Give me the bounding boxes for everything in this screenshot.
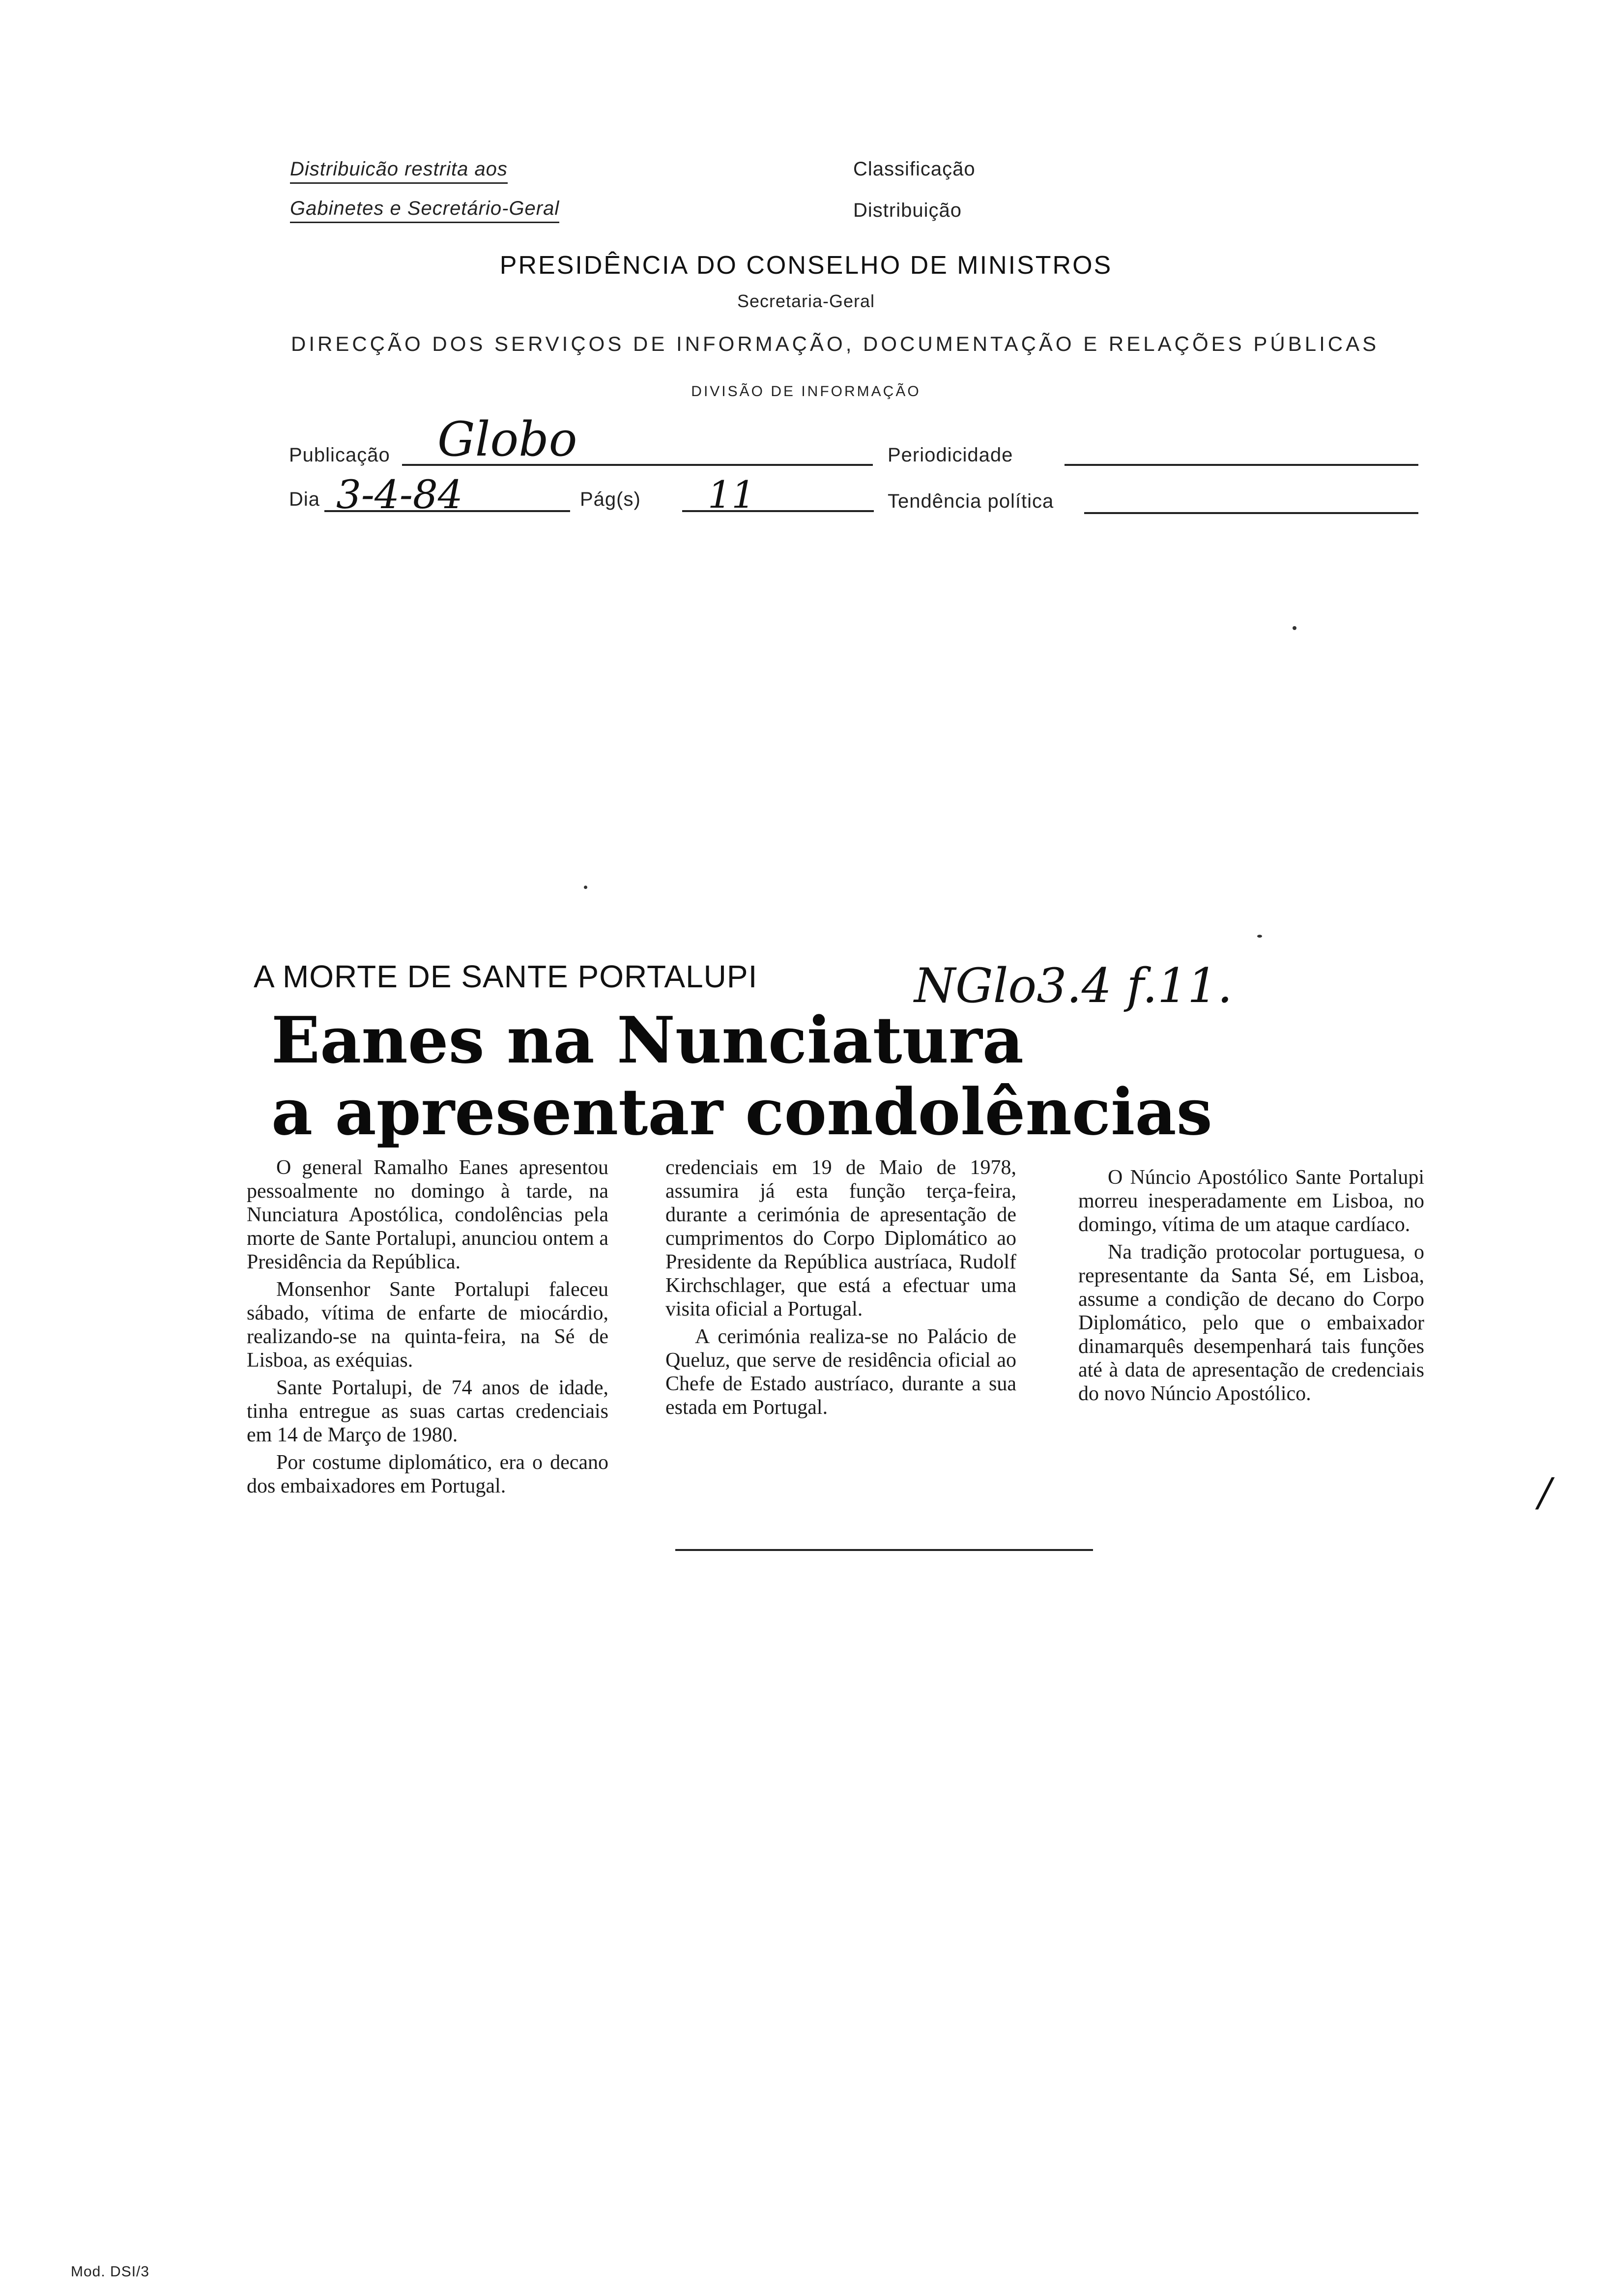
periodicity-label: Periodicidade <box>888 444 1013 466</box>
article-column-2 <box>665 1156 1016 1423</box>
publication-handwritten: Globo <box>437 412 577 467</box>
org-title: PRESIDÊNCIA DO CONSELHO DE MINISTROS <box>499 251 1113 280</box>
scan-speck <box>584 886 587 889</box>
day-label: Dia <box>289 488 320 510</box>
scan-speck <box>1293 626 1296 630</box>
article-column-3 <box>1078 1166 1424 1409</box>
distribution-restricted-line1: Distribuicão restrita aos <box>290 158 508 184</box>
tendency-label: Tendência política <box>888 490 1054 512</box>
handwritten-reference: NGlo3.4 f.11. <box>914 958 1233 1013</box>
distribution-label: Distribuição <box>853 200 962 221</box>
headline-line-1: Eanes na Nunciatura <box>271 1003 1024 1078</box>
pages-label: Pág(s) <box>580 488 641 510</box>
scan-speck <box>1257 935 1262 938</box>
division-line: DIVISÃO DE INFORMAÇÃO <box>691 383 921 400</box>
distribution-restricted-line2: Gabinetes e Secretário-Geral <box>290 198 559 223</box>
paragraph: Por costume diplomático, era o decano dos embaixadores em Portugal. <box>247 1451 608 1497</box>
classification-label: Classificação <box>853 158 976 180</box>
paragraph: Monsenhor Sante Portalupi faleceu sábado, vítima de enfarte de miocárdio, realizando-se na quinta-feira, na Sé de Lisboa, as exéquias. <box>247 1278 608 1372</box>
paragraph: credenciais em 19 de Maio de 1978, assumira já esta função terça-feira, durante a cerimónia de apresentação de cumprimentos do Corpo Diplomático ao Presidente da República austríaca, Rudolf Kirchschlager, que está a efectuar uma visita oficial a Portugal. <box>665 1156 1016 1320</box>
margin-mark: / <box>1538 1469 1552 1515</box>
form-code: Mod. DSI/3 <box>71 2264 150 2280</box>
article-column-1 <box>247 1156 608 1502</box>
org-subtitle: Secretaria-Geral <box>737 291 875 311</box>
kicker: A MORTE DE SANTE PORTALUPI <box>254 959 758 994</box>
periodicity-blank <box>1065 464 1418 466</box>
paragraph: O general Ramalho Eanes apresentou pessoalmente no domingo à tarde, na Nunciatura Apostólica, condolências pela morte de Sante Portalupi, anunciou ontem a Presidência da República. <box>247 1156 608 1273</box>
directorate-line: DIRECÇÃO DOS SERVIÇOS DE INFORMAÇÃO, DOCUMENTAÇÃO E RELAÇÕES PÚBLICAS <box>291 332 1380 355</box>
headline-line-2: a apresentar condolências <box>271 1074 1212 1149</box>
publication-label: Publicação <box>289 444 390 466</box>
pages-handwritten: 11 <box>708 473 755 517</box>
paragraph: Sante Portalupi, de 74 anos de idade, tinha entregue as suas cartas credenciais em 14 de Março de 1980. <box>247 1377 608 1446</box>
day-handwritten: 3-4-84 <box>336 472 463 517</box>
paragraph: Na tradição protocolar portuguesa, o representante da Santa Sé, em Lisboa, assume a condição de decano do Corpo Diplomático, pelo que o embaixador dinamarquês desempenhará tais funções até à data de apresentação de credenciais do novo Núncio Apostólico. <box>1078 1241 1424 1405</box>
tendency-blank <box>1084 512 1418 514</box>
column-end-rule <box>675 1549 1093 1551</box>
paragraph: A cerimónia realiza-se no Palácio de Queluz, que serve de residência oficial ao Chefe de Estado austríaco, durante a sua estada em Portugal. <box>665 1325 1016 1419</box>
paragraph: O Núncio Apostólico Sante Portalupi morreu inesperadamente em Lisboa, no domingo, vítima de um ataque cardíaco. <box>1078 1166 1424 1236</box>
